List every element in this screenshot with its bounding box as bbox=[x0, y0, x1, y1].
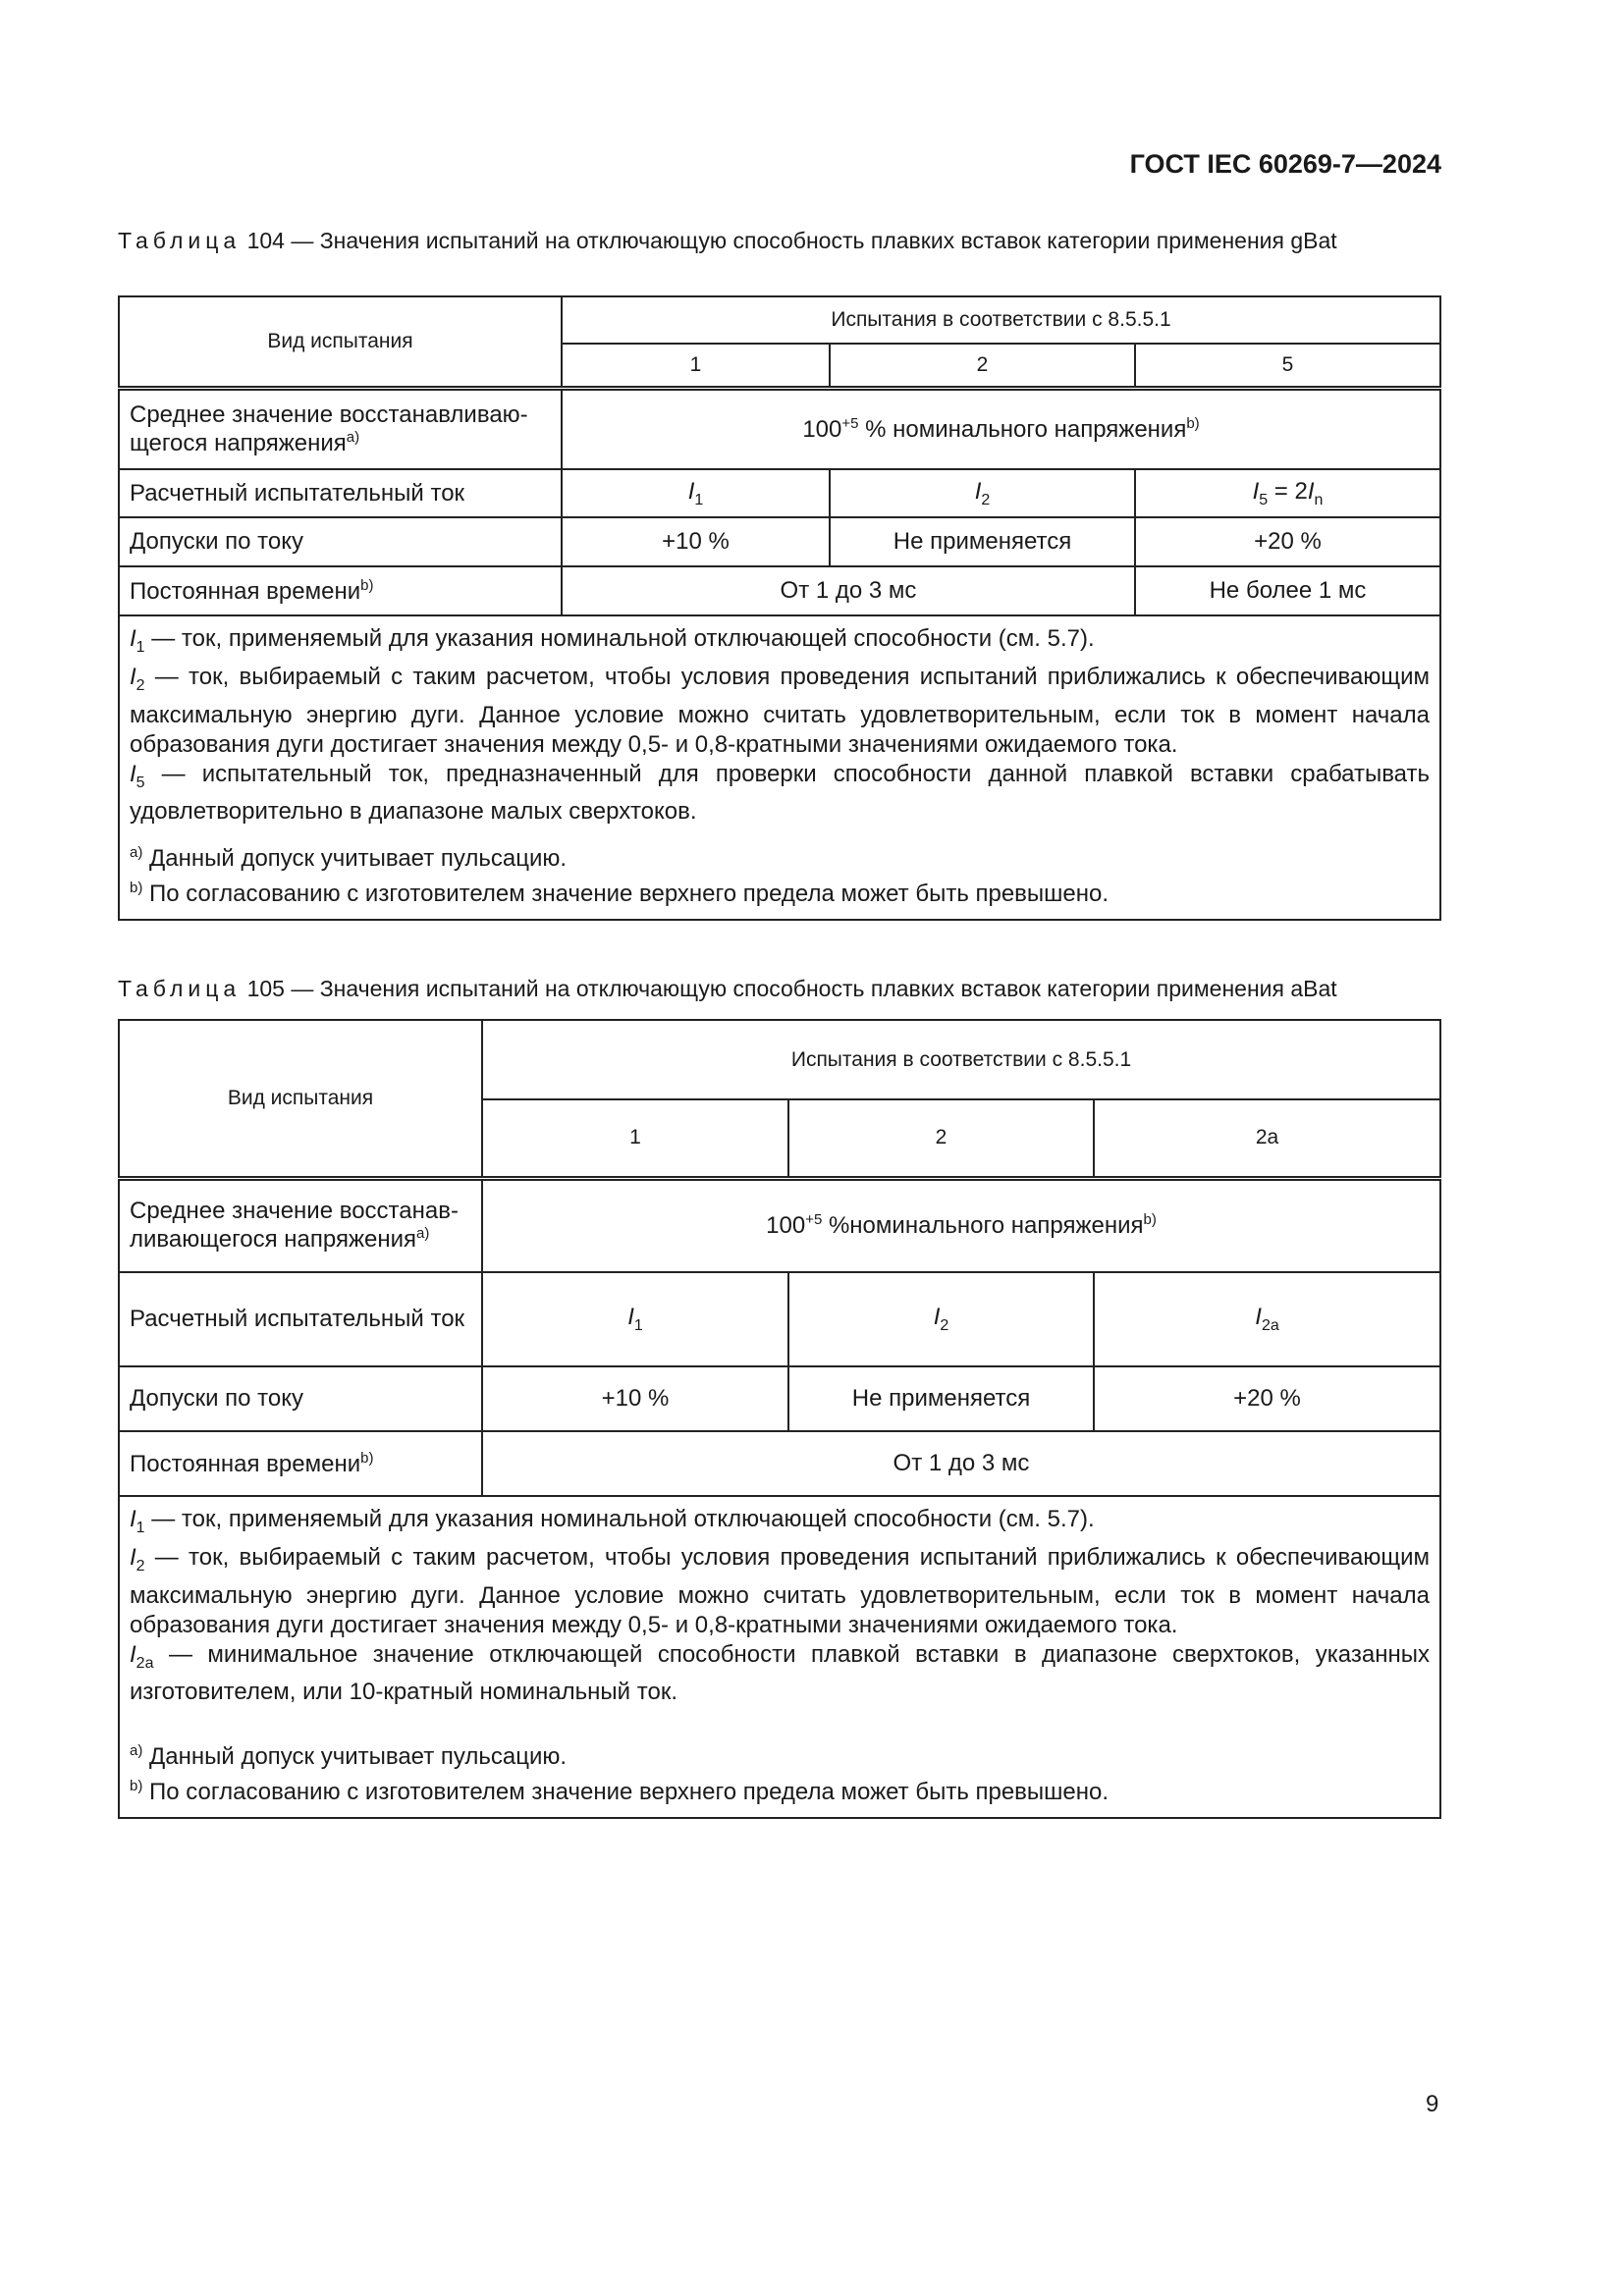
row-label: Допуски по току bbox=[119, 1366, 482, 1431]
cell-value: $I_2$ bbox=[788, 1272, 1094, 1366]
note: $I_1$ — ток, применяемый для указания номинальной отключающей способности (см. 5.7). bbox=[130, 625, 1095, 656]
cell-value: +20 % bbox=[1135, 517, 1440, 566]
column-number: 1 bbox=[562, 344, 830, 388]
cell-value: +10 % bbox=[482, 1366, 788, 1431]
caption-text: 104 — Значения испытаний на отключающую способность плавких вставок категории применения gBat bbox=[241, 228, 1337, 253]
row-label: Постоянная времени$^{b)}$ bbox=[119, 1431, 482, 1496]
column-number: 2 bbox=[788, 1099, 1094, 1178]
cell-value: Не применяется bbox=[788, 1366, 1094, 1431]
note: $I_2$ — ток, выбираемый с таким расчетом, чтобы условия проведения испытаний приближались к обеспечивающим максимальную энергию дуги. Данное условие можно считать удовлетворительным, если ток в момент начала образования дуги достигает значения между 0,5- и 0,8-кратными значениями ожидаемого тока. bbox=[130, 663, 1430, 758]
cell-value: От 1 до 3 мс bbox=[482, 1431, 1440, 1496]
row-label: Среднее значение восстанавливаю-щегося напряжения$^{a)}$ bbox=[119, 388, 562, 469]
caption-text: 105 — Значения испытаний на отключающую способность плавких вставок категории применения aBat bbox=[241, 976, 1337, 1001]
cell-value: Не более 1 мс bbox=[1135, 566, 1440, 615]
column-number: 2 bbox=[830, 344, 1135, 388]
footnote: $^{a)}$ Данный допуск учитывает пульсацию. bbox=[130, 1742, 568, 1771]
table-105-caption bbox=[118, 976, 1441, 1002]
note: $I_1$ — ток, применяемый для указания номинальной отключающей способности (см. 5.7). bbox=[130, 1506, 1095, 1536]
footnote: $^{b)}$ По согласованию с изготовителем значение верхнего предела может быть превышено. bbox=[130, 880, 1110, 908]
cell-value: $I_1$ bbox=[482, 1272, 788, 1366]
cell-value: $I_{2a}$ bbox=[1094, 1272, 1440, 1366]
page-number: 9 bbox=[1426, 2091, 1439, 2117]
note: $I_2$ — ток, выбираемый с таким расчетом, чтобы условия проведения испытаний приближались к обеспечивающим максимальную энергию дуги. Данное условие можно считать удовлетворительным, если ток в момент начала образования дуги достигает значения между 0,5- и 0,8-кратными значениями ожидаемого тока. bbox=[130, 1543, 1430, 1638]
cell-value: +20 % bbox=[1094, 1366, 1440, 1431]
table-notes bbox=[119, 1496, 1440, 1818]
column-number: 2a bbox=[1094, 1099, 1440, 1178]
caption-word: Таблица bbox=[118, 976, 242, 1001]
cell-value: Не применяется bbox=[830, 517, 1135, 566]
cell-value: От 1 до 3 мс bbox=[562, 566, 1135, 615]
row-label: Допуски по току bbox=[119, 517, 562, 566]
table-104 bbox=[118, 295, 1441, 921]
note: $I_{2a}$ — минимальное значение отключающей способности плавкой вставки в диапазоне сверхтоков, указанных изготовителем, или 10-кратный номинальный ток. bbox=[130, 1640, 1430, 1706]
table-105 bbox=[118, 1019, 1441, 1819]
column-number: 1 bbox=[482, 1099, 788, 1178]
column-header: Вид испытания bbox=[119, 1020, 482, 1178]
group-header: Испытания в соответствии с 8.5.5.1 bbox=[562, 296, 1440, 344]
group-header: Испытания в соответствии с 8.5.5.1 bbox=[482, 1020, 1440, 1099]
row-label: Расчетный испытательный ток bbox=[119, 469, 562, 517]
cell-value: $100^{+5}$ % номинального напряжения$^{b)}$ bbox=[562, 388, 1440, 469]
caption-word: Таблица bbox=[118, 228, 242, 253]
cell-value: $I_5 = 2I_n$ bbox=[1135, 469, 1440, 517]
document-header: ГОСТ IEC 60269-7—2024 bbox=[1129, 149, 1441, 179]
row-label: Расчетный испытательный ток bbox=[119, 1272, 482, 1366]
footnote: $^{b)}$ По согласованию с изготовителем значение верхнего предела может быть превышено. bbox=[130, 1778, 1110, 1806]
table-104-caption bbox=[118, 228, 1441, 254]
cell-value: +10 % bbox=[562, 517, 830, 566]
table-notes bbox=[119, 615, 1440, 920]
cell-value: $I_1$ bbox=[562, 469, 830, 517]
note: $I_5$ — испытательный ток, предназначенный для проверки способности данной плавкой вставки срабатывать удовлетворительно в диапазоне малых сверхтоков. bbox=[130, 760, 1430, 826]
column-number: 5 bbox=[1135, 344, 1440, 388]
row-label: Постоянная времени$^{b)}$ bbox=[119, 566, 562, 615]
column-header: Вид испытания bbox=[119, 296, 562, 388]
cell-value: $I_2$ bbox=[830, 469, 1135, 517]
footnote: $^{a)}$ Данный допуск учитывает пульсацию. bbox=[130, 844, 568, 873]
row-label: Среднее значение восстанав-ливающегося напряжения$^{a)}$ bbox=[119, 1178, 482, 1272]
cell-value: $100^{+5}$ %номинального напряжения$^{b)}$ bbox=[482, 1178, 1440, 1272]
